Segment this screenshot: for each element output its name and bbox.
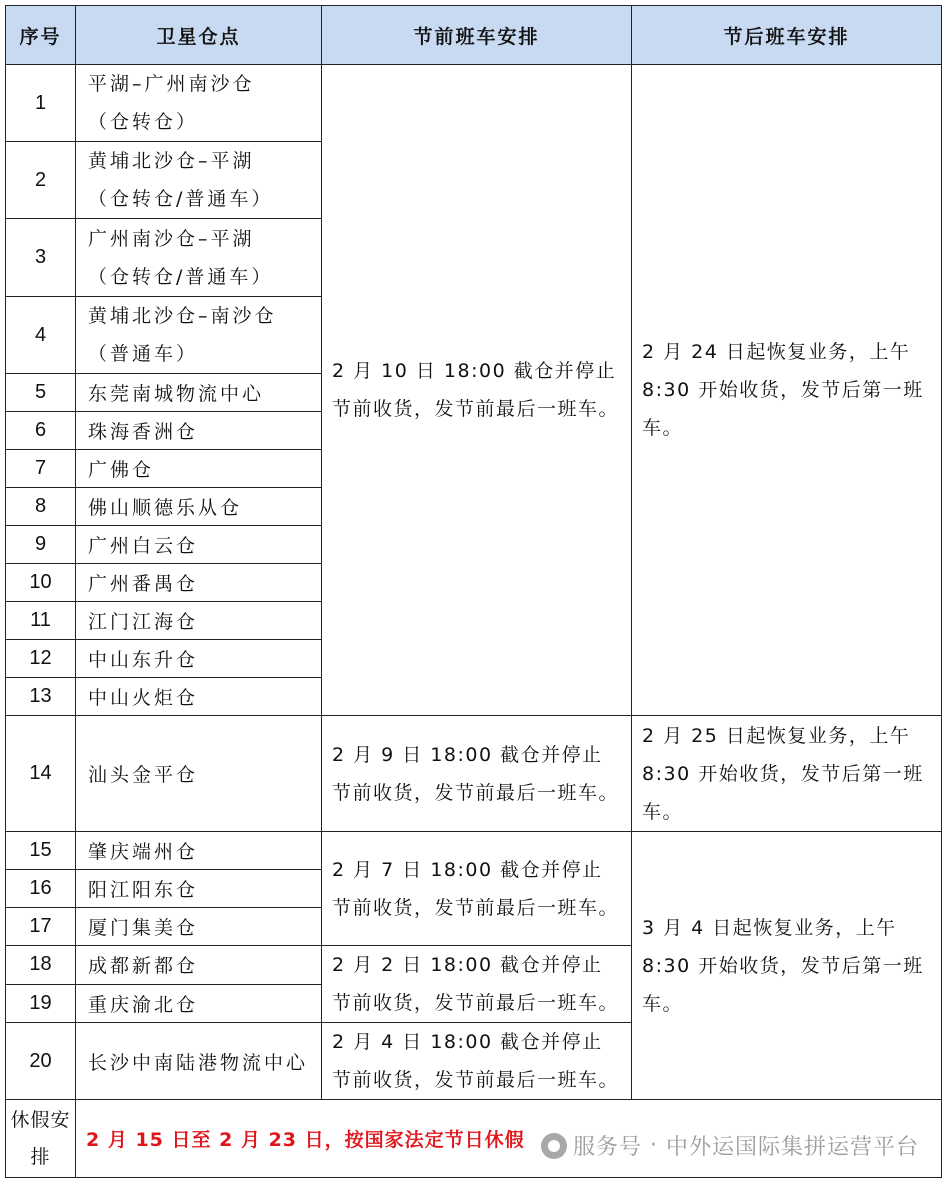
warehouse-name: 中山东升仓 [76, 640, 322, 678]
pre-schedule-1-13: 2 月 10 日 18:00 截仓并停止节前收货，发节前最后一班车。 [322, 65, 632, 716]
post-schedule-1-13: 2 月 24 日起恢复业务，上午 8:30 开始收货，发节后第一班车。 [632, 65, 942, 716]
warehouse-name: 中山火炬仓 [76, 678, 322, 716]
row-number: 2 [6, 142, 76, 219]
post-schedule-15-20: 3 月 4 日起恢复业务，上午 8:30 开始收货，发节后第一班车。 [632, 832, 942, 1100]
warehouse-name: 珠海香洲仓 [76, 412, 322, 450]
warehouse-name: 长沙中南陆港物流中心 [76, 1023, 322, 1100]
row-number: 4 [6, 297, 76, 374]
table-row [6, 716, 942, 832]
warehouse-name: 成都新都仓 [76, 946, 322, 985]
header-post-holiday: 节后班车安排 [632, 6, 942, 65]
row-number: 7 [6, 450, 76, 488]
watermark [541, 1130, 919, 1161]
row-number: 8 [6, 488, 76, 526]
warehouse-name [76, 142, 322, 219]
warehouse-name: 广州白云仓 [76, 526, 322, 564]
row-number: 19 [6, 984, 76, 1023]
post-schedule-14: 2 月 25 日起恢复业务，上午 8:30 开始收货，发节后第一班车。 [632, 716, 942, 832]
row-number: 18 [6, 946, 76, 985]
table-row [6, 65, 942, 142]
row-number: 9 [6, 526, 76, 564]
header-warehouse: 卫星仓点 [76, 6, 322, 65]
warehouse-name: 佛山顺德乐从仓 [76, 488, 322, 526]
row-number: 20 [6, 1023, 76, 1100]
header-row [6, 6, 942, 65]
holiday-label: 休假安排 [6, 1100, 76, 1178]
warehouse-name: 江门江海仓 [76, 602, 322, 640]
warehouse-name: 东莞南城物流中心 [76, 374, 322, 412]
holiday-cell [76, 1100, 942, 1178]
warehouse-name [76, 65, 322, 142]
watermark-name: 中外运国际集拼运营平台 [665, 1135, 919, 1160]
warehouse-name: 重庆渝北仓 [76, 984, 322, 1023]
wechat-service-icon [541, 1133, 567, 1159]
watermark-prefix: 服务号 [572, 1135, 642, 1160]
pre-schedule-20: 2 月 4 日 18:00 截仓并停止节前收货，发节前最后一班车。 [322, 1023, 632, 1100]
row-number: 15 [6, 832, 76, 870]
warehouse-name-line1: 黄埔北沙仓–南沙仓 [88, 305, 277, 327]
warehouse-name: 汕头金平仓 [76, 716, 322, 832]
row-number: 17 [6, 908, 76, 946]
warehouse-name-line1: 平湖–广州南沙仓 [88, 73, 255, 95]
pre-schedule-18-19: 2 月 2 日 18:00 截仓并停止节前收货，发节前最后一班车。 [322, 946, 632, 1023]
warehouse-name: 广佛仓 [76, 450, 322, 488]
row-number: 12 [6, 640, 76, 678]
header-pre-holiday: 节前班车安排 [322, 6, 632, 65]
warehouse-name-line2: （仓转仓/普通车） [88, 265, 274, 288]
pre-schedule-14: 2 月 9 日 18:00 截仓并停止节前收货，发节前最后一班车。 [322, 716, 632, 832]
warehouse-name: 广州番禺仓 [76, 564, 322, 602]
table-row [6, 832, 942, 870]
row-number: 6 [6, 412, 76, 450]
row-number: 1 [6, 65, 76, 142]
warehouse-name [76, 297, 322, 374]
row-number: 16 [6, 870, 76, 908]
row-number: 10 [6, 564, 76, 602]
holiday-text: 2 月 15 日至 2 月 23 日，按国家法定节日休假 [86, 1129, 525, 1151]
row-number: 13 [6, 678, 76, 716]
watermark-separator: · [649, 1133, 658, 1158]
warehouse-name: 肇庆端州仓 [76, 832, 322, 870]
holiday-row [6, 1100, 942, 1178]
warehouse-name-line2: （仓转仓） [88, 111, 199, 133]
warehouse-name-line1: 广州南沙仓–平湖 [88, 227, 255, 250]
row-number: 11 [6, 602, 76, 640]
warehouse-name [76, 219, 322, 297]
warehouse-name: 厦门集美仓 [76, 908, 322, 946]
pre-schedule-15-17: 2 月 7 日 18:00 截仓并停止节前收货，发节前最后一班车。 [322, 832, 632, 946]
header-no: 序号 [6, 6, 76, 65]
warehouse-name-line2: （仓转仓/普通车） [88, 188, 274, 210]
row-number: 5 [6, 374, 76, 412]
warehouse-name-line1: 黄埔北沙仓–平湖 [88, 150, 255, 172]
row-number: 14 [6, 716, 76, 832]
warehouse-name: 阳江阳东仓 [76, 870, 322, 908]
row-number: 3 [6, 219, 76, 297]
warehouse-name-line2: （普通车） [88, 343, 199, 365]
schedule-table [5, 5, 942, 1178]
